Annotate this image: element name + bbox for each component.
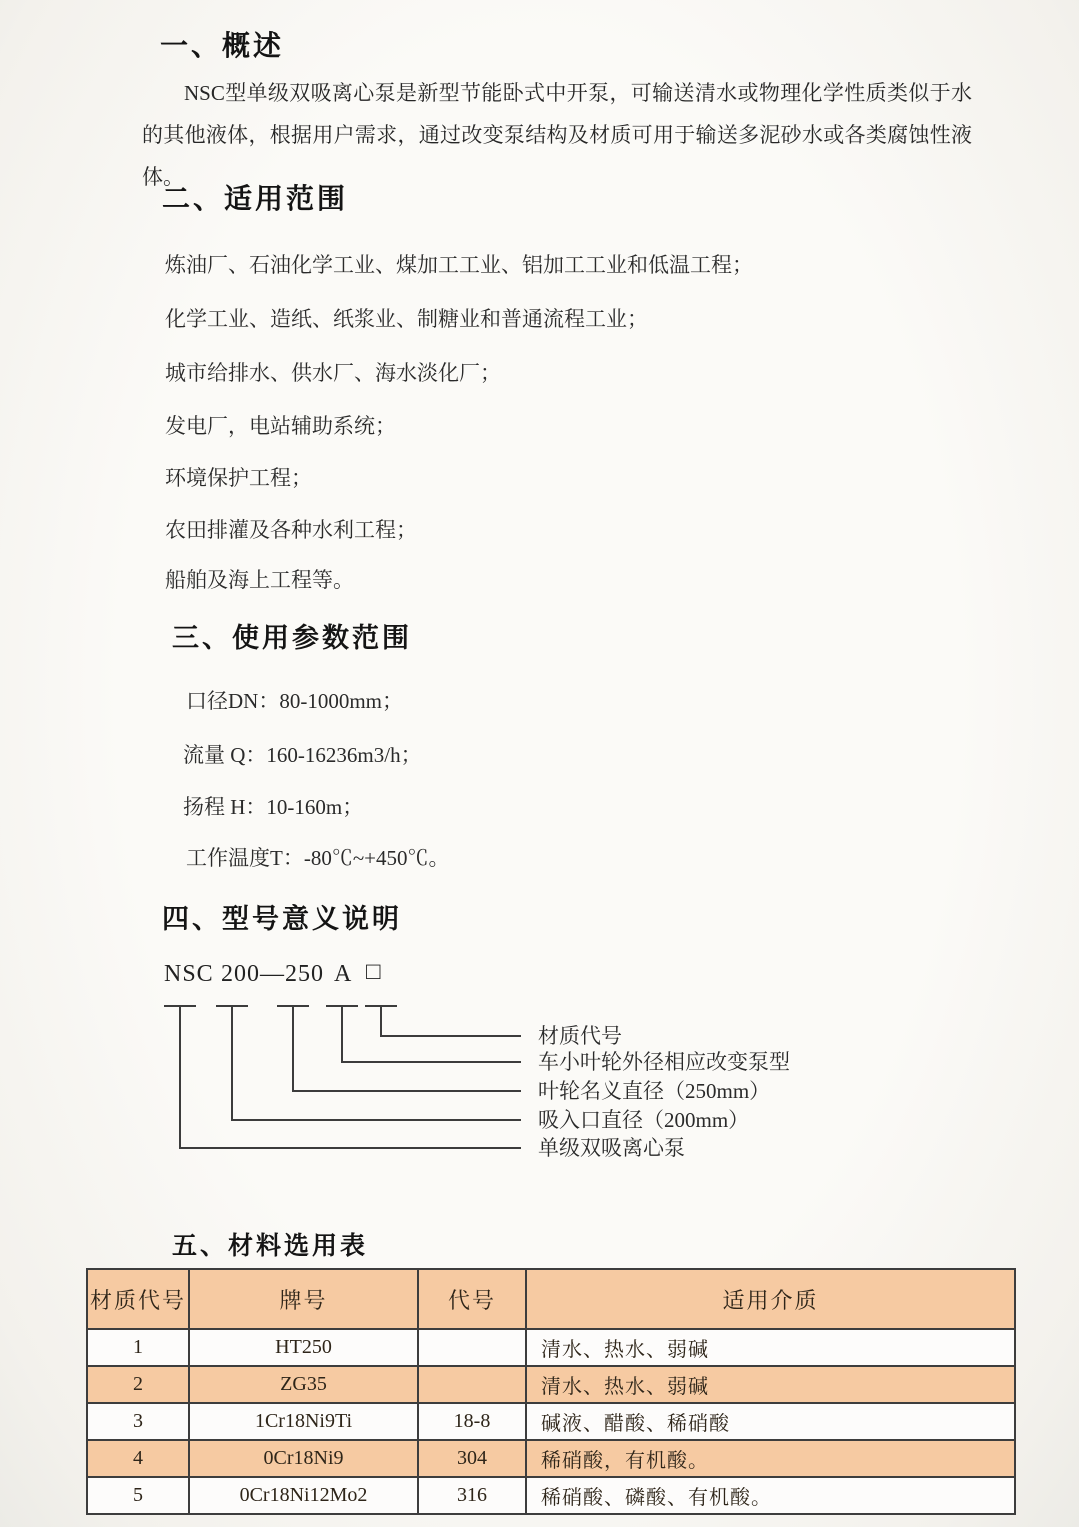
header-material-code: 材质代号: [87, 1269, 189, 1329]
application-item: 化学工业、造纸、纸浆业、制糖业和普通流程工业；: [165, 307, 648, 331]
cell-medium: 清水、热水、弱碱: [526, 1366, 1015, 1403]
application-item: 城市给排水、供水厂、海水淡化厂；: [165, 361, 501, 385]
header-grade: 牌号: [189, 1269, 418, 1329]
table-row: [87, 1329, 1015, 1366]
table-row: [87, 1403, 1015, 1440]
section-2-heading: 二、适用范围: [162, 183, 349, 214]
parameter-item: 流量 Q：160-16236m3/h；: [183, 743, 422, 767]
cell-code: [418, 1329, 526, 1366]
section-1-heading: 一、概述: [160, 30, 285, 61]
cell-medium: 碱液、醋酸、稀硝酸: [526, 1403, 1015, 1440]
cell-grade: HT250: [189, 1329, 418, 1366]
diagram-line-suction-dia: [216, 1006, 521, 1120]
table-header-row: [87, 1269, 1015, 1329]
table-row: [87, 1477, 1015, 1514]
model-label-pump-type: 单级双吸离心泵: [538, 1136, 685, 1160]
cell-material-code: 4: [87, 1440, 189, 1477]
overview-paragraph: NSC型单级双吸离心泵是新型节能卧式中开泵，可输送清水或物理化学性质类似于水的其他液体，根据用户需求，通过改变泵结构及材质可用于输送多泥砂水或各类腐蚀性液体。: [142, 81, 972, 189]
cell-material-code: 5: [87, 1477, 189, 1514]
section-4-heading: 四、型号意义说明: [162, 904, 402, 934]
parameter-item: 扬程 H：10-160m；: [183, 795, 364, 819]
cell-code: [418, 1366, 526, 1403]
section-3-heading: 三、使用参数范围: [172, 623, 412, 653]
cell-code: 316: [418, 1477, 526, 1514]
parameter-item: 口径DN：80-1000mm；: [186, 689, 403, 713]
diagram-line-variant: [326, 1006, 521, 1062]
model-code-material-box: □: [366, 959, 382, 985]
model-code-variant: A: [334, 961, 353, 987]
application-item: 船舶及海上工程等。: [165, 568, 354, 592]
diagram-line-impeller-dia: [277, 1006, 521, 1091]
table-row: [87, 1366, 1015, 1403]
model-label-suction-dia: 吸入口直径（200mm）: [538, 1108, 750, 1132]
table-row: [87, 1440, 1015, 1477]
header-medium: 适用介质: [526, 1269, 1015, 1329]
model-label-impeller-dia: 叶轮名义直径（250mm）: [538, 1079, 771, 1103]
header-code: 代号: [418, 1269, 526, 1329]
material-selection-table: [86, 1268, 1016, 1515]
section-5-heading: 五、材料选用表: [172, 1232, 369, 1260]
cell-medium: 稀硝酸、磷酸、有机酸。: [526, 1477, 1015, 1514]
cell-material-code: 1: [87, 1329, 189, 1366]
cell-grade: ZG35: [189, 1366, 418, 1403]
cell-grade: 0Cr18Ni12Mo2: [189, 1477, 418, 1514]
cell-medium: 清水、热水、弱碱: [526, 1329, 1015, 1366]
model-label-material-code: 材质代号: [538, 1024, 622, 1048]
application-item: 炼油厂、石油化学工业、煤加工工业、铝加工工业和低温工程；: [165, 253, 753, 277]
parameter-item: 工作温度T：-80℃~+450℃。: [186, 846, 450, 870]
diagram-line-material-code: [365, 1006, 521, 1036]
application-item: 农田排灌及各种水利工程；: [165, 518, 417, 542]
application-item: 环境保护工程；: [165, 466, 312, 490]
cell-medium: 稀硝酸，有机酸。: [526, 1440, 1015, 1477]
model-label-variant: 车小叶轮外径相应改变泵型: [538, 1050, 790, 1074]
diagram-line-pump-type: [164, 1006, 521, 1148]
model-code-size: 200—250: [221, 961, 324, 987]
model-code-prefix: NSC: [164, 961, 214, 987]
cell-code: 304: [418, 1440, 526, 1477]
cell-grade: 1Cr18Ni9Ti: [189, 1403, 418, 1440]
cell-grade: 0Cr18Ni9: [189, 1440, 418, 1477]
cell-material-code: 3: [87, 1403, 189, 1440]
cell-code: 18-8: [418, 1403, 526, 1440]
cell-material-code: 2: [87, 1366, 189, 1403]
application-item: 发电厂，电站辅助系统；: [165, 414, 396, 438]
